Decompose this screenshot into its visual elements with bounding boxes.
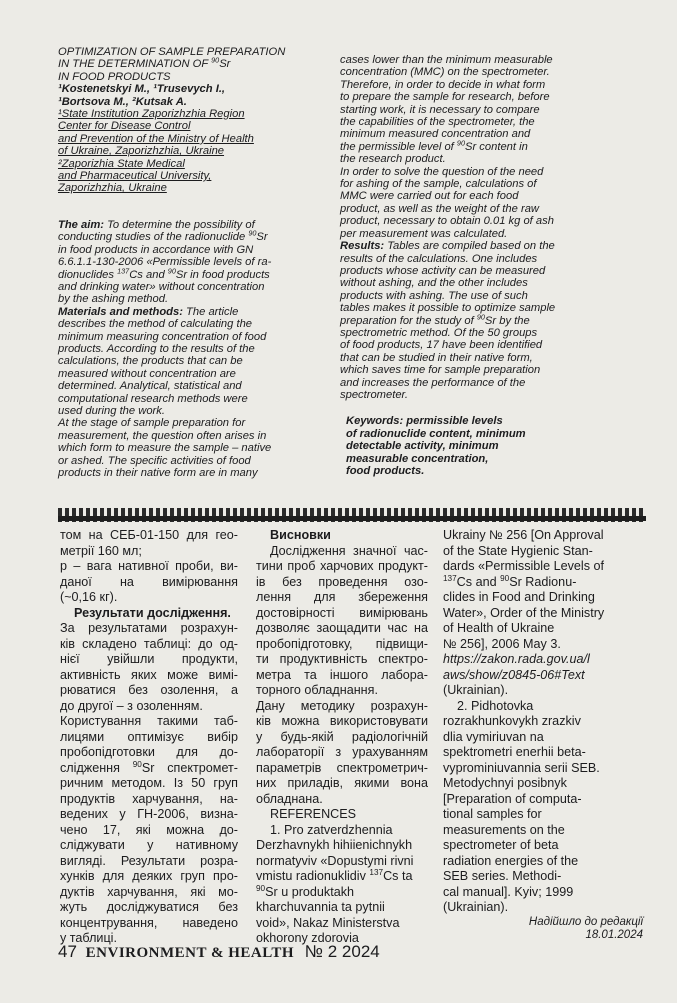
text-line: ¹Kostenetskyi M., ¹Trusevych I., [58,83,226,96]
text-line: дуктів харчування, які мо- [60,884,238,899]
text-line: dlia vymiriuvan na [443,729,544,744]
text-line: ведених у ГН-2006, визна- [60,807,238,821]
text-line: концентрування, наведено [60,915,238,930]
text-line: Користування такими таб- [60,714,238,728]
text-line: spectrometer. [340,388,408,401]
text-line: food products. [346,465,425,477]
formula-legend [60,528,238,606]
text-line: which form to measure the sample – native [58,442,272,455]
reference-1-language: (Ukrainian). [443,683,509,697]
text-line: лення для збереження [256,590,428,604]
text-line: вигляді. Результати розра- [60,853,238,868]
text-line: достовірності вимірювань [256,605,428,620]
text-line: Center for Disease Control [58,120,191,133]
text-line: products in their native form are in many [58,467,258,479]
text-line: тини проб харчових продукт- [256,559,428,573]
text-line: метрії 160 мл; [60,543,142,558]
text-line: void», Nakaz Ministerstva [256,915,400,930]
text-line: clides in Food and Drinking [443,590,595,604]
text-line: rozrakhunkovykh zrazkiv [443,714,581,728]
results-text [60,621,238,947]
text-line: $^{137}$Cs and $^{90}$Sr Radionu- [443,573,577,589]
text-line: Therefore, in order to decide in what form [340,78,546,91]
text-line[interactable]: https://zakon.rada.gov.ua/l [443,652,590,666]
reference-1-continued [443,528,643,652]
text-line: [Preparation of computa- [443,791,582,806]
text-line: до другої – з озоленням. [60,698,203,713]
text-line: computational research methods were [58,392,248,405]
text-line: Derzhavnykh hihiienichnykh [256,838,413,852]
text-line: of Health of Ukraine [443,621,555,635]
text-line: the permissible level of $^{90}$Sr content in [340,138,528,153]
text-line: За результатами розрахун- [60,621,238,635]
text-line: products whose activity can be measured [340,264,546,277]
text-line: ²Zaporizhia State Medical [58,157,185,170]
text-line: IN THE DETERMINATION OF $^{90}$Sr [58,55,231,71]
text-line: метра та іншого лабора- [256,667,428,682]
text-line: vmistu radionuklidiv $^{137}$Cs ta [256,867,413,883]
text-line: ти продуктивність спектро- [256,652,428,666]
received-note [443,916,643,942]
text-line: ¹Bortsova M., ²Kutsak A. [58,95,187,108]
text-line: preparation for the study of $^{90}$Sr by the [340,311,530,327]
conclusions-paragraph-2 [256,699,428,808]
text-line: the capabilities of the spectrometer, the [340,116,535,129]
abstract-right-column [340,54,640,477]
text-line: сліджувати у нативному [60,838,238,852]
text-line: normatyviv «Dopustymi rivni [256,853,414,868]
section-divider-bar [58,516,646,521]
text-line: minimum measuring concentration of food [58,330,267,343]
text-line: dards «Permissible Levels of [443,559,604,573]
text-line: In order to solve the question of the need [340,165,544,178]
text-line: чено 17, які можна до- [60,822,238,837]
text-line: продуктів харчування, на- [60,791,238,806]
text-line: № 256], 2006 May 3. [443,636,561,651]
text-line: and increases the performance of the [340,376,526,389]
text-line: $^{90}$Sr u produktakh [256,883,355,899]
text-line: of Ukraine, Zaporizhzhia, Ukraine [58,145,225,158]
page-footer [58,942,380,962]
text-line: product, as well as the weight of the raw [340,202,539,215]
text-line: (Ukrainian). [443,900,509,914]
results-label: Results: [340,240,385,253]
body-column-2 [256,528,428,947]
text-line: хунків для деяких груп про- [60,869,238,883]
text-line: of food products, 17 have been identified [340,339,543,352]
text-line: слідження $^{90}$Sr спектромет- [60,759,238,775]
text-line: ів без проведення озо- [256,574,428,589]
text-line: which saves time for sample preparation [340,364,541,377]
body-column-1 [60,528,238,947]
methods-paragraph [58,306,338,480]
text-line: measured without concentration are [58,367,236,380]
text-line: per measurement was calculated. [340,227,508,240]
text-line: detectable activity, minimum [346,440,499,453]
text-line: нієї увійшли продукти, [60,652,238,666]
text-line: Keywords: permissible levels [346,415,503,428]
conclusions-heading: Висновки [270,528,331,542]
text-line: used during the work. [58,404,165,417]
text-line: At the stage of sample preparation for [58,417,246,430]
text-line: products with ashing. The use of such [340,289,528,302]
text-line: Дослідження значної час- [270,543,428,558]
affiliations [58,108,338,195]
text-line: conducting studies of the radionuclide $^{90}$Sr [58,228,268,244]
text-line: of the State Hygienic Stan- [443,543,593,558]
text-line: ¹State Institution Zaporizhzhia Region [58,108,245,121]
text-line: spektrometri enerhii beta- [443,745,586,759]
text-line: kharchuvannia ta pytnii [256,900,385,914]
text-line: обладнана. [256,791,323,806]
text-line: concentration (MMC) on the spectrometer. [340,66,550,79]
issue-number: № 2 2024 [304,942,380,961]
text-line: 6.6.1.1-130-2006 «Permissible levels of ra- [58,256,272,269]
article-title [58,46,338,83]
text-line: MMC were carried out for each food [340,190,519,203]
conclusions-paragraph-1 [256,544,428,699]
text-line: Ukrainy № 256 [On Approval [443,528,604,542]
text-line: (~0,16 кг). [60,590,118,604]
reference-1 [256,823,428,947]
text-line: лабораторії з урахуванням [256,745,428,759]
text-line: product, necessary to obtain 0.01 kg of ash [340,215,554,228]
results-paragraph [340,240,640,401]
text-line: without ashing, and the other includes [340,277,528,290]
aim-paragraph [58,219,338,306]
text-line: параметрів спектрометрич- [256,760,428,775]
text-line: okhorony zdorovia [256,931,359,945]
text-line: minimum measured concentration and [340,128,531,141]
text-line: дозволяє заощадити час на [256,621,428,635]
methods-label: Materials and methods: [58,305,183,318]
text-line: spectrometric method. Of the 50 groups [340,326,538,339]
text-line: and Pharmaceutical University, [58,170,212,183]
text-line: Water», Order of the Ministry [443,605,605,620]
text-line: SEB series. Methodi- [443,869,562,883]
text-line: Tables are compiled based on the [384,240,555,253]
text-line: describes the method of calculating the [58,318,253,331]
text-line: cases lower than the minimum measurable [340,54,553,66]
text-line[interactable]: aws/show/z0845-06#Text [443,667,585,682]
text-line: у будь-якій радіологічній [256,729,428,744]
text-line: vyprominiuvannia serii SEB. [443,760,600,775]
text-line: лицями оптимізує вибір [60,729,238,744]
text-line: 2. Pidhotovka [457,698,534,713]
body-column-3 [443,528,643,942]
text-line: To determine the possibility of [104,218,255,231]
text-line: жуть досліджуватися без [60,900,238,914]
text-line: or ashed. The specific activities of food [58,454,251,467]
text-line: and Prevention of the Ministry of Health [58,132,254,145]
text-line: and drinking water» without concentration [58,280,265,293]
text-line: measurable concentration, [346,452,489,465]
received-label: Надійшло до редакції [528,915,643,928]
keywords [340,415,640,477]
text-line: spectrometer of beta [443,838,559,852]
text-line: The article [182,305,239,318]
text-line: products. According to the results of the [58,342,255,355]
text-line: of radionuclide content, minimum [346,427,526,440]
text-line: that can be studied in their native form, [340,351,533,364]
text-line: tional samples for [443,807,542,821]
page-number: 47 [58,942,77,961]
text-line: ків складено таблиці: до од- [60,636,238,651]
text-line: IN FOOD PRODUCTS [58,70,171,83]
references-heading: REFERENCES [270,807,357,821]
results-heading: Результати дослідження. [74,605,231,620]
reference-2 [443,699,643,916]
aim-label: The aim: [58,218,105,231]
text-line: Дану методику розрахун- [256,698,428,713]
text-line: р – вага нативної проби, ви- [60,559,238,573]
text-line: the research product. [340,153,446,166]
received-date: 18.01.2024 [585,928,643,941]
text-line: них приладів, якими вона [256,776,428,790]
text-line: рюватися без озолення, а [60,683,238,697]
text-line: OPTIMIZATION OF SAMPLE PREPARATION [58,46,286,58]
abstract-left-column [58,46,338,479]
journal-name: ENVIRONMENT & HEALTH [85,945,295,961]
text-line: Metodychnyi posibnyk [443,776,567,790]
text-line: in food products in accordance with GN [58,243,254,256]
text-line: активність яких може вимі- [60,667,238,682]
text-line: пробопідготовки для до- [60,745,238,759]
text-line: ричним методом. Із 50 груп [60,776,238,790]
text-line: for ashing of the sample, calculations of [340,178,537,191]
text-line: у таблиці. [60,931,117,945]
text-line: 1. Pro zatverdzhennia [270,822,393,837]
text-line: cal manual]. Kyiv; 1999 [443,884,574,899]
text-line: пробопідготовку, підвищи- [256,636,428,651]
text-line: торного обладнання. [256,683,378,697]
text-line: Zaporizhzhia, Ukraine [58,182,167,195]
text-line: starting work, it is necessary to compare [340,103,540,116]
text-line: ків можна використовувати [256,714,428,728]
reference-1-url[interactable] [443,652,643,683]
text-line: measurement, the question often arises in [58,429,267,442]
text-line: том на СЕБ-01-150 для гео- [60,528,238,542]
text-line: determined. Analytical, statistical and [58,380,242,393]
text-line: results of the calculations. One includes [340,252,538,265]
text-line: to prepare the sample for research, before [340,91,550,104]
text-line: tables makes it possible to optimize sample [340,302,556,315]
abstract-continuation [340,54,640,240]
text-line: даної на вимірювання [60,574,238,589]
text-line: by the ashing method. [58,293,169,306]
text-line: radiation energies of the [443,853,579,868]
authors [58,83,338,108]
text-line: calculations, the products that can be [58,355,243,368]
text-line: measurements on the [443,822,565,837]
text-line: dionuclides $^{137}$Cs and $^{90}$Sr in food products [58,265,270,281]
